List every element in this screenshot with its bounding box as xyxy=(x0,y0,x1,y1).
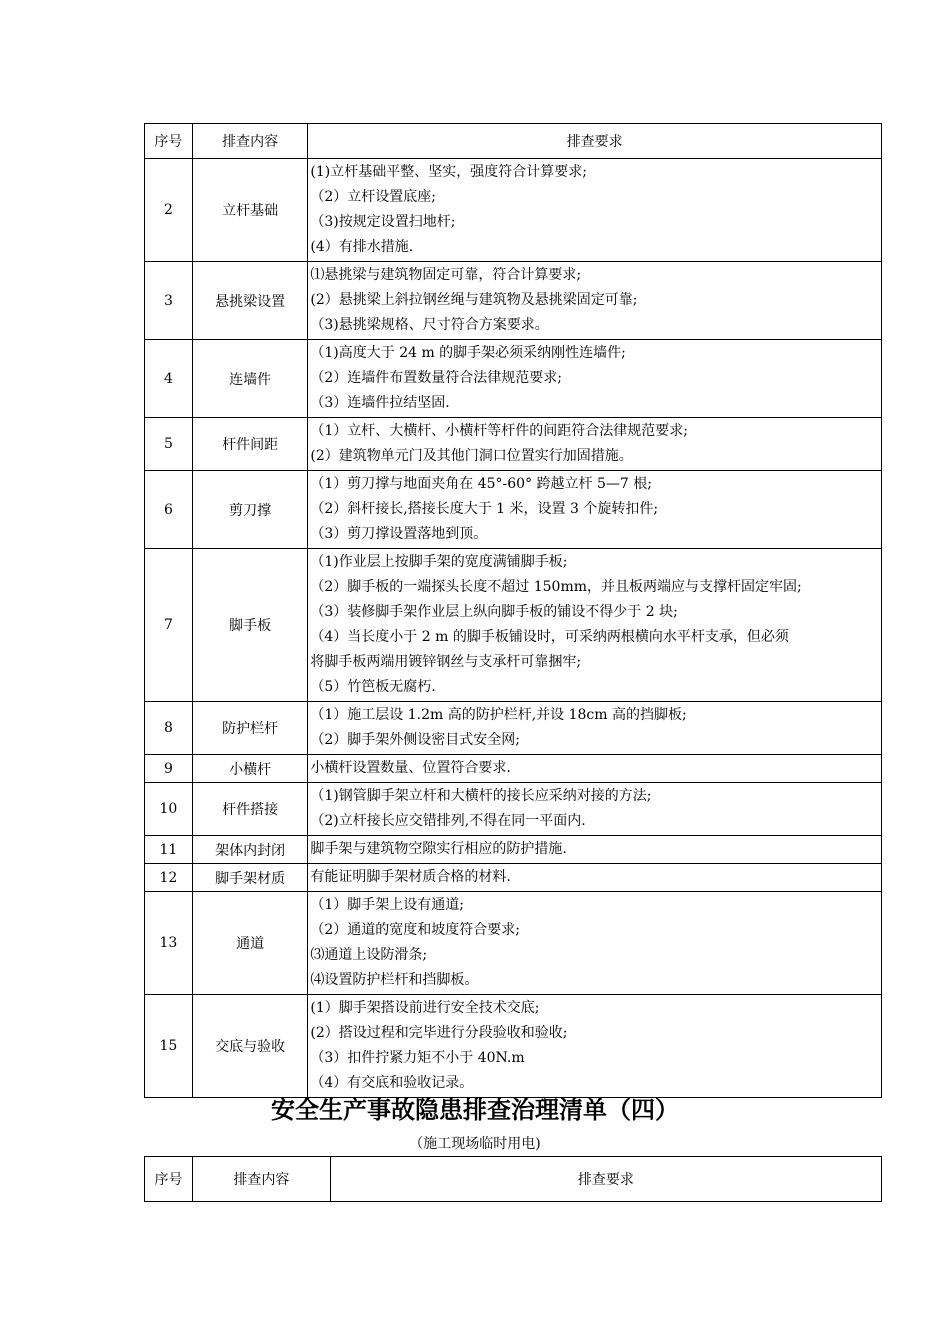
inspection-item: 通道 xyxy=(192,892,308,995)
table-row xyxy=(145,549,882,702)
row-number: 2 xyxy=(145,159,193,262)
requirement-line: （2）连墙件布置数量符合法律规范要求; xyxy=(310,370,562,386)
inspection-item: 脚手板 xyxy=(192,549,308,702)
requirements-cell xyxy=(308,864,882,892)
inspection-item: 防护栏杆 xyxy=(192,702,308,755)
table-row xyxy=(145,262,882,340)
header-num: 序号 xyxy=(145,124,193,159)
requirement-line: （3）扣件拧紧力矩不小于 40N.m xyxy=(310,1050,525,1066)
requirement-line: （1）脚手架上设有通道; xyxy=(310,897,464,913)
inspection-item: 脚手架材质 xyxy=(192,864,308,892)
requirements-cell xyxy=(308,702,882,755)
requirements-cell xyxy=(308,262,882,340)
table-row xyxy=(145,892,882,995)
requirement-line: ⑶通道上设防滑条; xyxy=(310,947,428,963)
header-num: 序号 xyxy=(145,1157,193,1202)
table-row xyxy=(145,864,882,892)
inspection-item: 杆件搭接 xyxy=(192,783,308,836)
table-header-row xyxy=(145,1157,882,1202)
requirements-cell xyxy=(308,418,882,471)
inspection-item: 立杆基础 xyxy=(192,159,308,262)
requirement-line: ⑷设置防护栏杆和挡脚板。 xyxy=(310,972,479,988)
row-number: 10 xyxy=(145,783,193,836)
row-number: 13 xyxy=(145,892,193,995)
requirement-line: (2）悬挑梁上斜拉钢丝绳与建筑物及悬挑梁固定可靠; xyxy=(310,292,638,308)
row-number: 4 xyxy=(145,340,193,418)
requirement-line: 有能证明脚手架材质合格的材料. xyxy=(310,869,511,885)
requirement-line: （4）当长度小于 2 m 的脚手板铺设时，可采纳两根横向水平杆支承，但必须 xyxy=(310,629,789,645)
row-number: 12 xyxy=(145,864,193,892)
requirement-line: （3）装修脚手架作业层上纵向脚手板的铺设不得少于 2 块; xyxy=(310,604,678,620)
requirements-cell xyxy=(308,892,882,995)
inspection-item: 连墙件 xyxy=(192,340,308,418)
row-number: 5 xyxy=(145,418,193,471)
inspection-item: 交底与验收 xyxy=(192,995,308,1098)
requirement-line: （5）竹笆板无腐朽. xyxy=(310,679,436,695)
table-header-row xyxy=(145,124,882,159)
inspection-item: 架体内封闭 xyxy=(192,836,308,864)
requirement-line: 脚手架与建筑物空隙实行相应的防护措施. xyxy=(310,841,567,857)
requirement-line: （2）立杆设置底座; xyxy=(310,189,436,205)
requirement-line: (1)立杆基础平整、坚实，强度符合计算要求; xyxy=(310,164,587,180)
row-number: 6 xyxy=(145,471,193,549)
requirement-line: (2）搭设过程和完毕进行分段验收和验收; xyxy=(310,1025,568,1041)
requirement-line: （1）立杆、大横杆、小横杆等杆件的间距符合法律规范要求; xyxy=(310,423,688,439)
requirement-line: （3)悬挑梁规格、尺寸符合方案要求。 xyxy=(310,317,549,333)
table-row xyxy=(145,418,882,471)
requirement-line: （1）施工层设 1.2m 高的防护栏杆,并设 18cm 高的挡脚板; xyxy=(310,707,687,723)
requirements-cell xyxy=(308,340,882,418)
inspection-table-electricity xyxy=(144,1156,882,1202)
inspection-item: 悬挑梁设置 xyxy=(192,262,308,340)
header-item: 排查内容 xyxy=(192,1157,330,1202)
table-row xyxy=(145,783,882,836)
table-row xyxy=(145,755,882,783)
section-subtitle: （施工现场临时用电) xyxy=(409,1136,541,1152)
requirements-cell xyxy=(308,783,882,836)
requirement-line: (2）建筑物单元门及其他门洞口位置实行加固措施。 xyxy=(310,448,633,464)
requirement-line: （1）剪刀撑与地面夹角在 45°-60° 跨越立杆 5—7 根; xyxy=(310,476,652,492)
table-row xyxy=(145,340,882,418)
requirement-line: 将脚手板两端用镀锌钢丝与支承杆可靠捆牢; xyxy=(310,654,582,670)
row-number: 15 xyxy=(145,995,193,1098)
requirement-line: （1)高度大于 24 m 的脚手架必须采纳刚性连墙件; xyxy=(310,345,626,361)
requirement-line: ⑴悬挑梁与建筑物固定可靠，符合计算要求; xyxy=(310,267,582,283)
header-requirements: 排查要求 xyxy=(308,124,882,159)
table-row xyxy=(145,159,882,262)
requirements-cell xyxy=(308,549,882,702)
requirement-line: （2）通道的宽度和坡度符合要求; xyxy=(310,922,520,938)
requirements-cell xyxy=(308,995,882,1098)
requirement-line: （3）连墙件拉结坚固. xyxy=(310,395,450,411)
requirement-line: （3)按规定设置扫地杆; xyxy=(310,214,456,230)
row-number: 9 xyxy=(145,755,193,783)
table-row xyxy=(145,995,882,1098)
requirement-line: （2）脚手板的一端探头长度不超过 150mm，并且板两端应与支撑杆固定牢固; xyxy=(310,579,802,595)
row-number: 11 xyxy=(145,836,193,864)
row-number: 3 xyxy=(145,262,193,340)
requirement-line: （2）斜杆接长,搭接长度大于 1 米，设置 3 个旋转扣件; xyxy=(310,501,659,517)
row-number: 8 xyxy=(145,702,193,755)
requirements-cell xyxy=(308,471,882,549)
requirement-line: （3）剪刀撑设置落地到顶。 xyxy=(310,526,488,542)
row-number: 7 xyxy=(145,549,193,702)
header-requirements: 排查要求 xyxy=(330,1157,881,1202)
inspection-item: 剪刀撑 xyxy=(192,471,308,549)
requirement-line: （2）脚手架外侧设密目式安全网; xyxy=(310,732,520,748)
inspection-item: 小横杆 xyxy=(192,755,308,783)
table-row xyxy=(145,702,882,755)
table-row xyxy=(145,836,882,864)
requirements-cell xyxy=(308,159,882,262)
requirements-cell xyxy=(308,836,882,864)
table-row xyxy=(145,471,882,549)
requirements-cell xyxy=(308,755,882,783)
requirement-line: （2)立杆接长应交错排列,不得在同一平面内. xyxy=(310,813,586,829)
requirement-line: 小横杆设置数量、位置符合要求. xyxy=(310,760,511,776)
inspection-item: 杆件间距 xyxy=(192,418,308,471)
header-item: 排查内容 xyxy=(192,124,308,159)
requirement-line: （4）有交底和验收记录。 xyxy=(310,1075,474,1091)
section-title: 安全生产事故隐患排查治理清单（四） xyxy=(271,1096,679,1124)
requirement-line: （1)钢管脚手架立杆和大横杆的接长应采纳对接的方法; xyxy=(310,788,652,804)
inspection-table-scaffold xyxy=(144,123,882,1098)
requirement-line: (4）有排水措施. xyxy=(310,239,414,255)
requirement-line: (1）脚手架搭设前进行安全技术交底; xyxy=(310,1000,540,1016)
requirement-line: （1)作业层上按脚手架的宽度满铺脚手板; xyxy=(310,554,568,570)
